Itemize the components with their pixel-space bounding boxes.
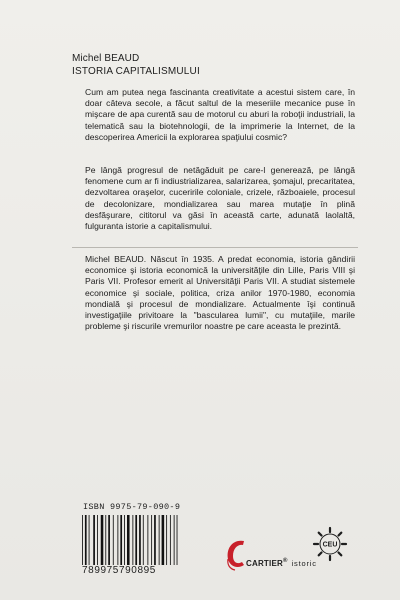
barcode-bar xyxy=(170,515,171,565)
book-title-heading: ISTORIA CAPITALISMULUI xyxy=(72,66,200,77)
blurb-paragraph-2: Pe lângă progresul de netăgăduit pe care-l generează, pe lângă fenomene cum ar fi indiustrializarea, salarizarea, şomajul, precaritatea, dezvoltarea oraşelor, cuceririle coloniale, crizele, războaiele, procesul de decolonizare, mondializarea sau marea mutaţie în plină desfăşurare, cititorul va găsi în această carte, adunată laolaltă, fulguranta istorie a capitalismului. xyxy=(85,165,355,232)
barcode-bar xyxy=(97,515,98,565)
barcode-bar xyxy=(105,515,106,565)
barcode-bar xyxy=(85,515,87,565)
barcode-bar xyxy=(147,515,148,565)
barcode-bar xyxy=(89,515,90,565)
author-heading: Michel BEAUD xyxy=(72,53,140,64)
barcode-bar xyxy=(174,515,175,565)
barcode-bar xyxy=(117,515,118,565)
isbn-label: ISBN 9975-79-090-9 xyxy=(83,502,181,512)
barcode-bar xyxy=(101,515,104,565)
barcode-bar xyxy=(154,515,156,565)
barcode-bar xyxy=(139,515,141,565)
barcode-bar xyxy=(113,515,114,565)
barcode-bar xyxy=(82,515,83,565)
publisher-series: istoric xyxy=(291,559,317,568)
barcode-bar xyxy=(93,515,95,565)
publisher-logo xyxy=(224,535,317,571)
ceu-logo-text: CEU xyxy=(322,541,338,549)
author-bio-paragraph: Michel BEAUD. Născut în 1935. A predat economia, istoria gândirii economice şi istoria economică la universităţile din Lille, Paris VIII şi Paris VII. Profesor emerit al Universităţii Paris VII. A studiat sistemele economice şi sociale, politica, criza anilor 1970-1980, economia mondială şi procesul de mondializare. Actualmente îşi continuă investigaţiile privitoare la "bascularea lumii", cu mutaţiile, marile probleme şi riscurile vremurilor noastre pe care aceasta le prezintă. xyxy=(85,254,355,332)
barcode-number: 789975790895 xyxy=(82,565,156,576)
barcode-bar xyxy=(120,515,122,565)
ceu-logo-icon xyxy=(312,526,348,562)
cartier-c-mark-icon xyxy=(224,535,248,571)
barcode-bar xyxy=(151,515,152,565)
barcode-bar xyxy=(124,515,125,565)
barcode-bar xyxy=(159,515,160,565)
barcode-bar xyxy=(143,515,144,565)
barcode-bar xyxy=(162,515,165,565)
barcode-bar xyxy=(135,515,137,565)
barcode-bar xyxy=(108,515,110,565)
barcode-bar xyxy=(132,515,133,565)
barcode-bar xyxy=(127,515,130,565)
section-divider xyxy=(72,247,358,248)
blurb-paragraph-1: Cum am putea nega fascinanta creativitate a acestui sistem care, în doar câteva secole, a făcut saltul de la meseriile mecanice puse în mişcare de apa curentă sau de motorul cu aburi la roboţii industriali, la telematică sau la biotehnologii, de la imprimerie la Internet, de la descoperirea Americii la explorarea spaţiului cosmic? xyxy=(85,87,355,142)
publisher-name: CARTIER xyxy=(246,559,283,568)
barcode-bar xyxy=(177,515,178,565)
barcode-icon xyxy=(82,515,180,565)
registered-mark: ® xyxy=(282,558,288,564)
barcode-bar xyxy=(166,515,167,565)
